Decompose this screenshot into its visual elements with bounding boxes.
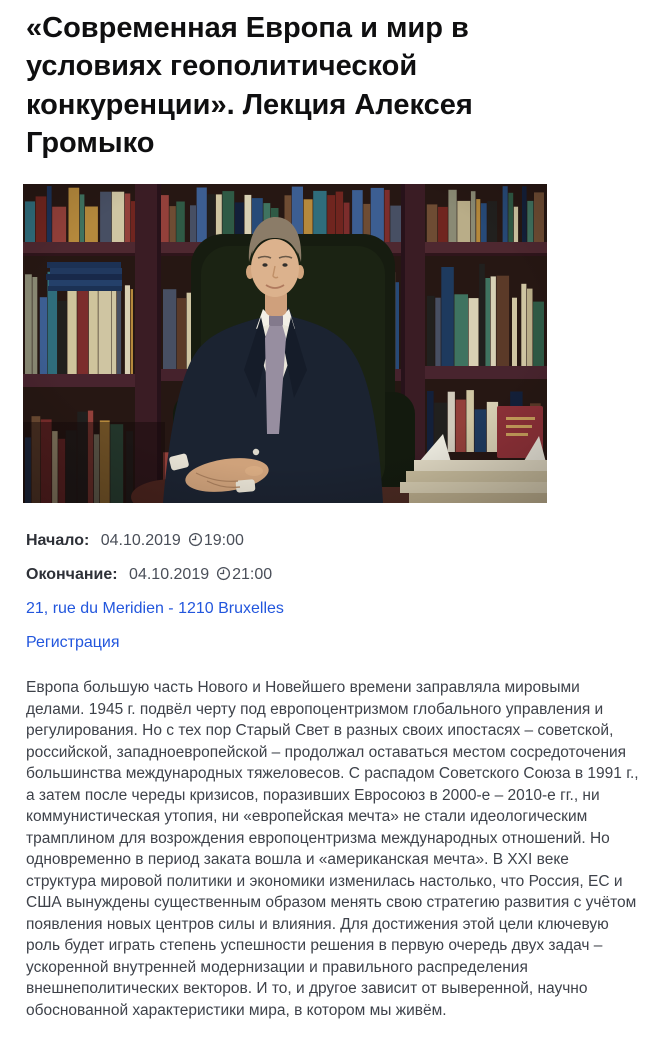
speaker-photo-illustration: [23, 184, 547, 503]
start-date: 04.10.2019: [100, 532, 181, 550]
venue-row: [26, 599, 639, 619]
end-time: 21:00: [232, 566, 273, 584]
event-end-row: [26, 565, 639, 585]
event-description: Европа большую часть Нового и Новейшего времени заправляла мировыми делами. 1945 г. подвёл черту под европоцентризмом глобального управления и регулирования. Но с тех пор Старый Свет в разных своих ипостасях – советской, российской, западноевропейской – продолжал оставаться местом сосредоточения большинства международных тяжеловесов. С распадом Советского Союза в 1991 г., а затем после череды кризисов, поразивших Евросоюз в 2000-е – 2010-е гг., ни коммунистическая утопия, ни «европейская мечта» не стали идеологическим трамплином для возрождения европоцентризма международных отношений. Но одновременно в период заката вошла и «американская мечта». В XXI веке структура мировой политики и экономики изменилась настолько, что Россия, ЕС и США вынуждены существенным образом менять свою стратегию развития с учётом появления новых центров силы и влияния. Для достижения этой цели ключевую роль будет играть степень успешности решения в первую очередь двух задач – ускоренной внутренней модернизации и правильного распределения внешнеполитических векторов. И то, и другое зависит от выверенной, научно обоснованной характеристики мира, в котором мы живём.: [26, 679, 639, 1019]
page-title: «Современная Европа и мир в условиях геополитической конкуренции». Лекция Алексея Громыко: [26, 12, 473, 159]
end-date: 04.10.2019: [129, 566, 210, 584]
start-time: 19:00: [203, 532, 244, 550]
start-label: Начало:: [26, 532, 90, 550]
clock-icon: [216, 566, 231, 581]
registration-link[interactable]: Регистрация: [26, 634, 120, 652]
speaker-photo: [23, 184, 547, 503]
clock-icon: [188, 532, 203, 547]
end-label: Окончание:: [26, 566, 118, 584]
registration-row: [26, 633, 639, 653]
venue-address-link[interactable]: 21, rue du Meridien - 1210 Bruxelles: [26, 600, 284, 618]
event-start-row: [26, 531, 639, 551]
event-meta: [26, 531, 639, 653]
